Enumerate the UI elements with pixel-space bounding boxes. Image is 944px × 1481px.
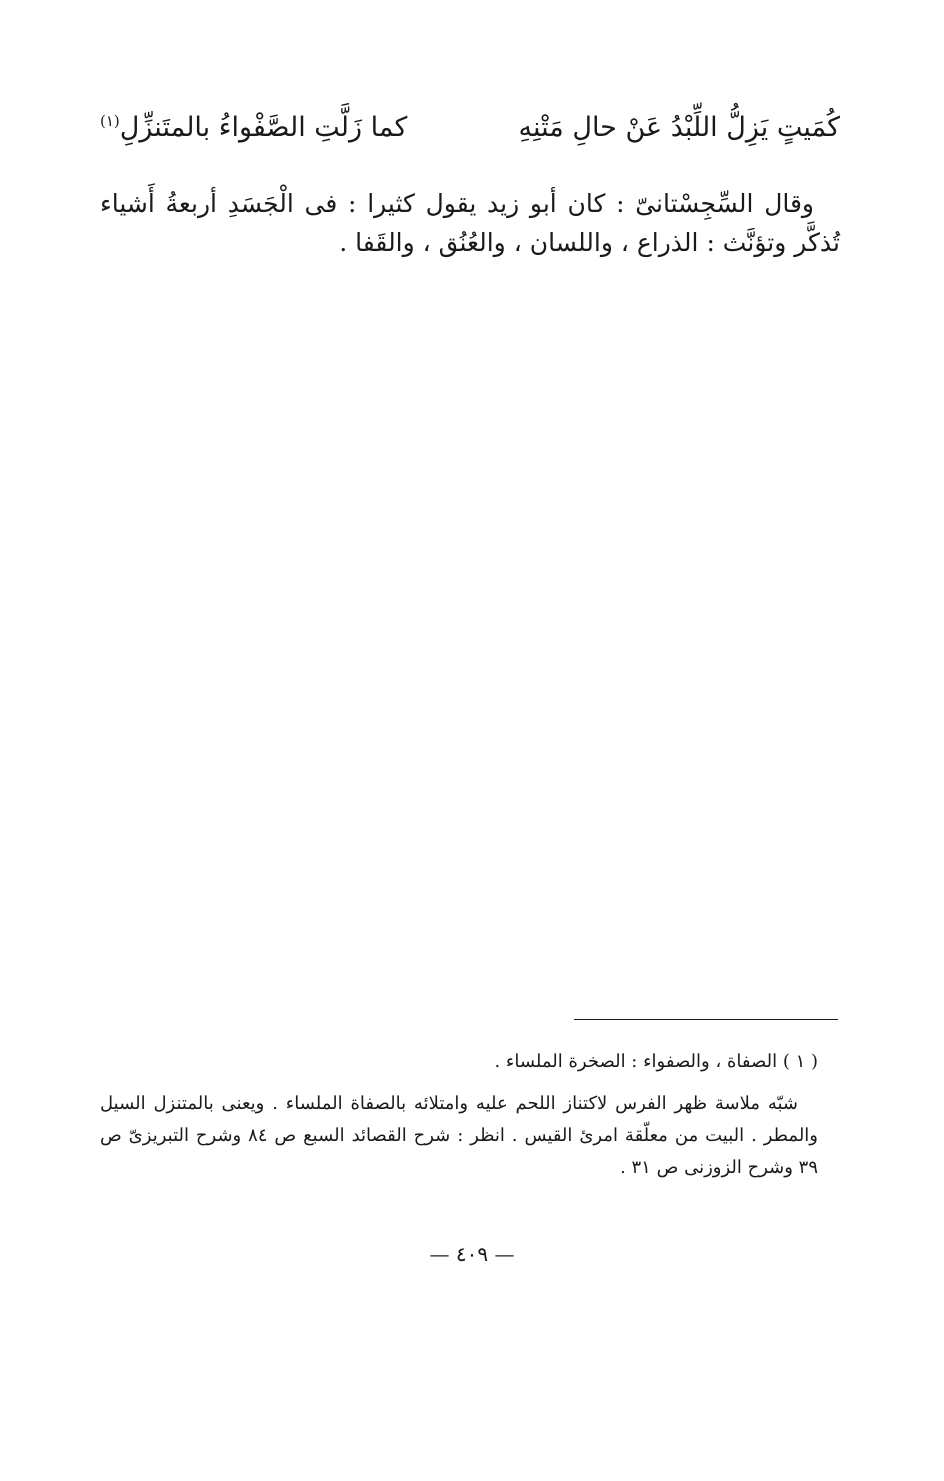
footnote-1-heading: ( ١ ) الصفاة ، والصفواء : الصخرة الملساء . bbox=[494, 1051, 818, 1072]
footnote-divider bbox=[574, 1019, 838, 1020]
verse-second-hemistich-text: كما زَلَّتِ الصَّفْواءُ بالمتَنزِّلِ bbox=[119, 112, 408, 143]
verse-second-hemistich bbox=[100, 112, 407, 143]
footnote-1-body: شبّه ملاسة ظهر الفرس لاكتناز اللحم عليه وامتلائه بالصفاة الملساء . ويعنى بالمتنزل السيل والمطر . البيت من معلّقة امرئ القيس . انظر : شرح القصائد السبع ص ٨٤ وشرح التبريزىّ ص ٣٩ وشرح الزوزنى ص ٣١ . bbox=[100, 1093, 818, 1178]
main-text bbox=[100, 184, 840, 262]
poetry-verse bbox=[100, 112, 840, 172]
verse-first-hemistich bbox=[519, 112, 840, 143]
body-paragraph: وقال السِّجِسْتانىّ : كان أبو زيد يقول كثيرا : فى الْجَسَدِ أربعةُ أَشياء تُذكَّر وتؤنَّث : الذراع ، واللسان ، والعُنُق ، والقَفا . bbox=[100, 189, 840, 257]
footnotes-section bbox=[100, 1046, 818, 1184]
verse-first-hemistich-text: كُمَيتٍ يَزِلُّ اللِّبْدُ عَنْ حالِ مَتْنِهِ bbox=[518, 112, 840, 143]
page-number: — ٤٠٩ — bbox=[429, 1242, 515, 1266]
footnote-marker[interactable]: (١) bbox=[100, 112, 120, 130]
